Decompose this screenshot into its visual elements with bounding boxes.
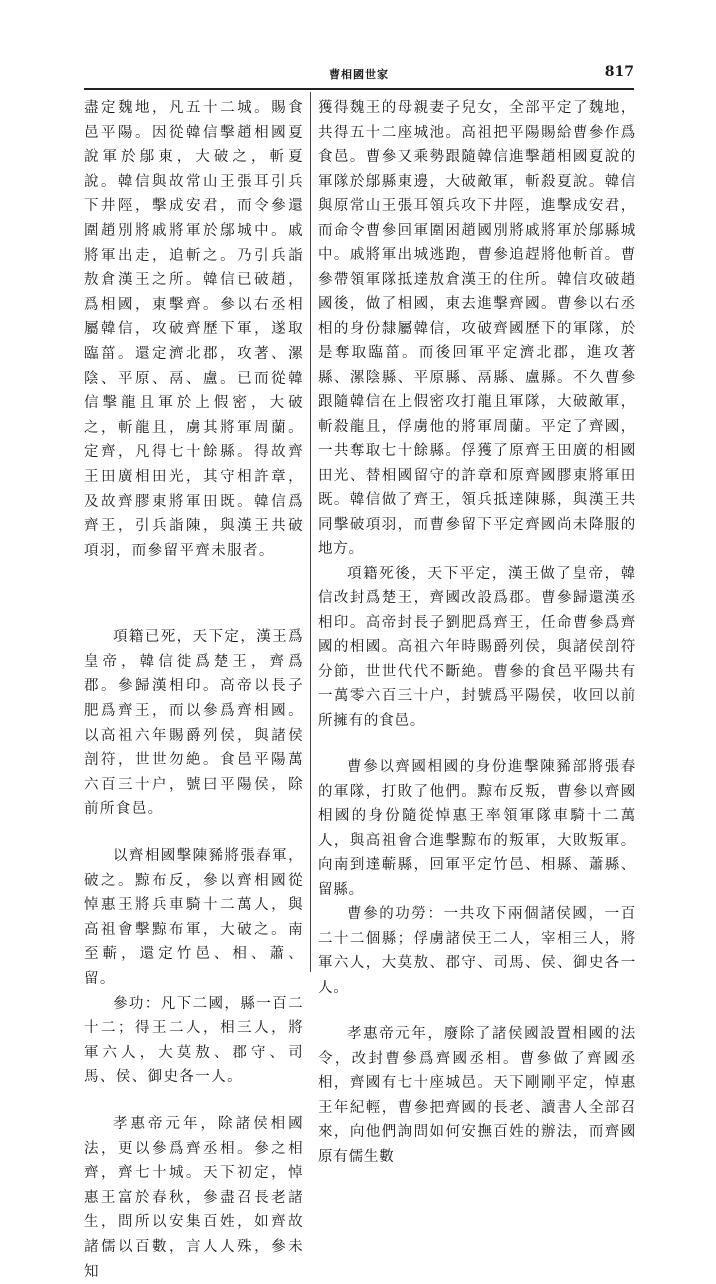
classical-paragraph-4: 參功：凡下二國，縣一百二十二；得王二人，相三人，將軍六人，大莫敖、郡守、司馬、侯、御史各一人。 <box>84 995 304 1086</box>
translation-paragraph-5: 孝惠帝元年，廢除了諸侯國設置相國的法令，改封曹參爲齊國丞相。曹參做了齊國丞相，齊國有七十座城邑。天下剛剛平定，悼惠王年紀輕，曹參把齊國的長老、讀書人全部召來，向他們詢問如何安撫百姓的辦法，而齊國原有儒生數 <box>318 1026 636 1165</box>
column-divider <box>310 92 311 972</box>
page-number: 817 <box>604 64 634 80</box>
translation-paragraph-4: 曹參的功勞：一共攻下兩個諸侯國，一百二十二個縣；俘虜諸侯王二人，宰相三人，將軍六人，大莫敖、郡守、司馬、侯、御史各一人。 <box>318 906 636 996</box>
classical-paragraph-1: 盡定魏地，凡五十二城。賜食邑平陽。因從韓信擊趙相國夏說軍於鄔東，大破之，斬夏說。韓信與故常山王張耳引兵下井陘，擊成安君，而令參還圍趙別將戚將軍於鄔城中。戚將軍出走，追斬之。乃引兵詣敖倉漢王之所。韓信已破趙，爲相國，東擊齊。參以右丞相屬韓信，攻破齊歷下軍，遂取臨菑。還定濟北郡，攻著、漯陰、平原、鬲、盧。已而從韓信擊龍且軍於上假密，大破之，斬龍且，虜其將軍周蘭。定齊，凡得七十餘縣。得故齊王田廣相田光，其守相許章，及故齊膠東將軍田既。韓信爲齊王，引兵詣陳，與漢王共破項羽，而參留平齊未服者。 <box>84 100 304 559</box>
classical-text-column <box>84 96 304 1284</box>
translation-paragraph-1: 獲得魏王的母親妻子兒女，全部平定了魏地，共得五十二座城池。高祖把平陽賜給曹參作爲食邑。曹參又乘勢跟隨韓信進擊趙相國夏說的軍隊於鄔縣東邊，大破敵軍，斬殺夏說。韓信與原常山王張耳領兵攻下井陘，進擊成安君，而命令曹參回軍圍困趙國別將戚將軍於鄔縣城中。戚將軍出城逃跑，曹參追趕將他斬首。曹參帶領軍隊抵達敖倉漢王的住所。韓信攻破趙國後，做了相國，東去進擊齊國。曹參以右丞相的身份隸屬韓信，攻破齊國歷下的軍隊，於是奪取臨菑。而後回軍平定濟北郡，進攻著縣、漯陰縣、平原縣、鬲縣、盧縣。不久曹參跟隨韓信在上假密攻打龍且軍隊，大破敵軍，斬殺龍且，俘虜他的將軍周蘭。平定了齊國，一共奪取七十餘縣。俘獲了原齊王田廣的相國田光、替相國留守的許章和原齊國膠東將軍田既。韓信做了齊王，領兵抵達陳縣，與漢王共同擊破項羽，而曹參留下平定齊國尚未降服的地方。 <box>318 100 636 557</box>
classical-paragraph-2: 項籍已死，天下定，漢王爲皇帝，韓信徙爲楚王，齊爲郡。參歸漢相印。高帝以長子肥爲齊王，而以參爲齊相國。以高祖六年賜爵列侯，與諸侯剖符，世世勿絶。食邑平陽萬六百三十户，號曰平陽侯，除前所食邑。 <box>84 629 304 818</box>
header-rule <box>84 88 634 90</box>
classical-paragraph-3: 以齊相國擊陳豨將張春軍，破之。黥布反，參以齊相國從悼惠王將兵車騎十二萬人，與高祖會擊黥布軍，大破之。南至蘄，還定竹邑、相、蕭、留。 <box>84 848 304 987</box>
translation-paragraph-3: 曹參以齊國相國的身份進擊陳豨部將張春的軍隊，打敗了他們。黥布反叛，曹參以齊國相國的身份隨從悼惠王率領軍隊車騎十二萬人，與高祖會合進擊黥布的叛軍，大敗叛軍。向南到達蘄縣，回軍平定竹邑、相縣、蕭縣、留縣。 <box>318 759 636 898</box>
page-header <box>84 64 634 86</box>
running-title: 曹相國世家 <box>329 68 389 81</box>
translation-paragraph-2: 項籍死後，天下平定，漢王做了皇帝，韓信改封爲楚王，齊國改設爲郡。曹參歸還漢丞相印。高帝封長子劉肥爲齊王，任命曹參爲齊國的相國。高祖六年時賜爵列侯，與諸侯剖符分節，世世代代不斷絶。曹參的食邑平陽共有一萬零六百三十户，封號爲平陽侯，收回以前所擁有的食邑。 <box>318 565 636 729</box>
translation-column <box>318 96 636 1169</box>
classical-paragraph-5: 孝惠帝元年，除諸侯相國法，更以參爲齊丞相。參之相齊，齊七十城。天下初定，悼惠王富於春秋，參盡召長老諸生，問所以安集百姓，如齊故諸儒以百數，言人人殊，參未知 <box>84 1115 304 1280</box>
